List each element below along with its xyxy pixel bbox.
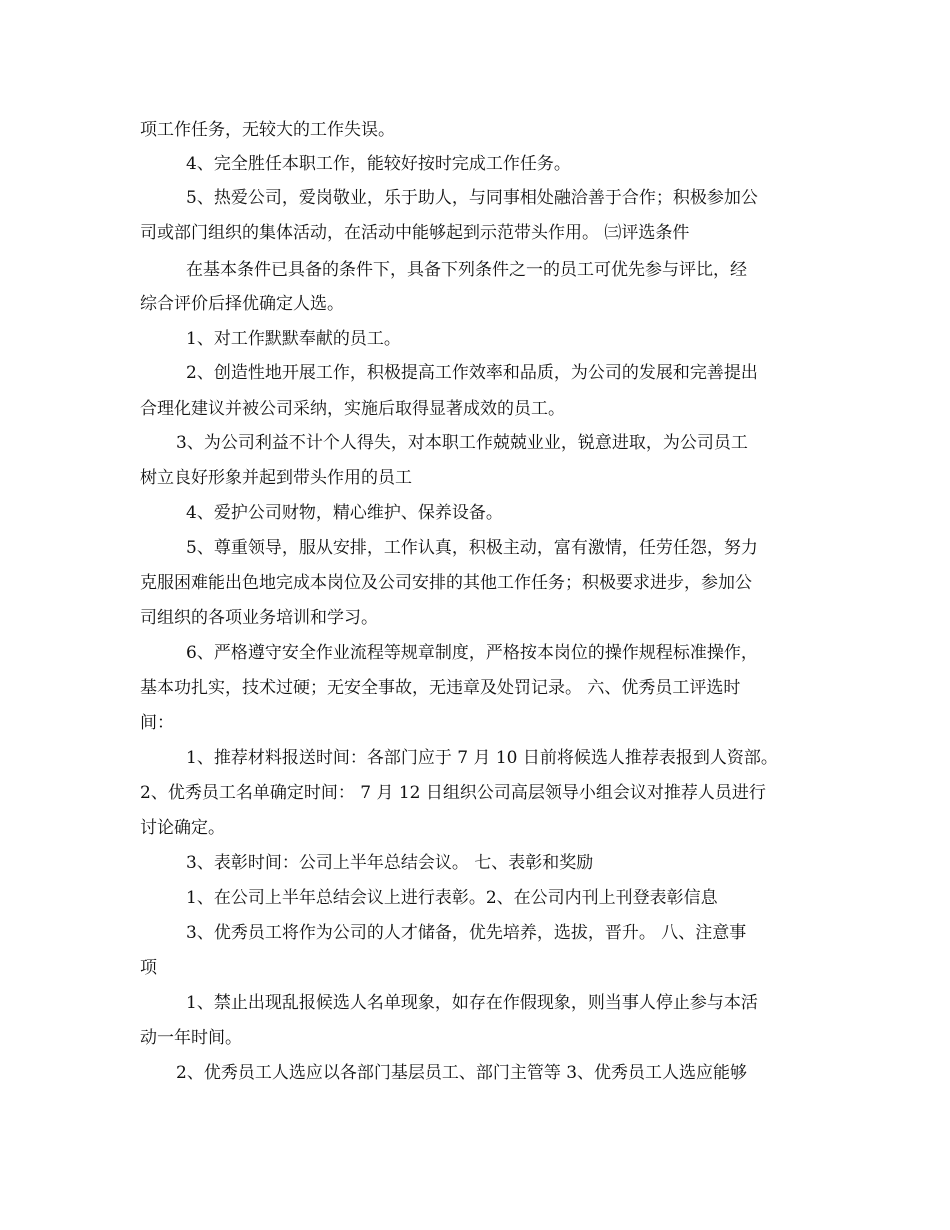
- text-line: 合理化建议并被公司采纳，实施后取得显著成效的员工。: [140, 399, 565, 419]
- text-line: 1、对工作默默奉献的员工。: [186, 329, 401, 349]
- text-line: 2、优秀员工名单确定时间： 7 月 12 日组织公司高层领导小组会议对推荐人员进行: [140, 783, 766, 803]
- text-line: 项工作任务，无较大的工作失误。: [140, 120, 395, 140]
- text-line: 基本功扎实，技术过硬；无安全事故，无违章及处罚记录。 六、优秀员工评选时: [140, 678, 741, 698]
- text-line: 2、创造性地开展工作，积极提高工作效率和品质，为公司的发展和完善提出: [186, 363, 758, 383]
- text-line: 间：: [140, 713, 174, 733]
- text-line: 项: [140, 958, 157, 978]
- text-line: 司或部门组织的集体活动，在活动中能够起到示范带头作用。 ㈢评选条件: [140, 223, 690, 243]
- text-line: 树立良好形象并起到带头作用的员工: [140, 468, 412, 488]
- text-line: 3、表彰时间：公司上半年总结会议。 七、表彰和奖励: [186, 853, 594, 873]
- text-line: 3、为公司利益不计个人得失，对本职工作兢兢业业，锐意进取，为公司员工: [176, 433, 748, 453]
- text-line: 1、推荐材料报送时间：各部门应于 7 月 10 日前将候选人推荐表报到人资部。: [186, 748, 778, 768]
- text-line: 1、禁止出现乱报候选人名单现象，如存在作假现象，则当事人停止参与本活: [186, 993, 758, 1013]
- text-line: 2、优秀员工人选应以各部门基层员工、部门主管等 3、优秀员工人选应能够: [176, 1063, 748, 1083]
- text-line: 动一年时间。: [140, 1028, 242, 1048]
- text-line: 3、优秀员工将作为公司的人才储备，优先培养，选拔，晋升。 八、注意事: [186, 923, 747, 943]
- text-line: 5、热爱公司，爱岗敬业，乐于助人，与同事相处融洽善于合作；积极参加公: [186, 188, 758, 208]
- text-line: 4、完全胜任本职工作，能较好按时完成工作任务。: [186, 154, 571, 174]
- text-line: 5、尊重领导，服从安排，工作认真，积极主动，富有激情，任劳任怨，努力: [186, 538, 758, 558]
- text-line: 克服困难能出色地完成本岗位及公司安排的其他工作任务；积极要求进步，参加公: [140, 573, 752, 593]
- text-line: 4、爱护公司财物，精心维护、保养设备。: [186, 503, 503, 523]
- text-line: 司组织的各项业务培训和学习。: [140, 608, 378, 628]
- text-line: 综合评价后择优确定人选。: [140, 294, 344, 314]
- text-line: 6、严格遵守安全作业流程等规章制度，严格按本岗位的操作规程标准操作，: [186, 643, 758, 663]
- text-line: 在基本条件已具备的条件下，具备下列条件之一的员工可优先参与评比，经: [186, 260, 747, 280]
- text-line: 1、在公司上半年总结会议上进行表彰。2、在公司内刊上刊登表彰信息: [186, 888, 718, 908]
- text-line: 讨论确定。: [140, 818, 225, 838]
